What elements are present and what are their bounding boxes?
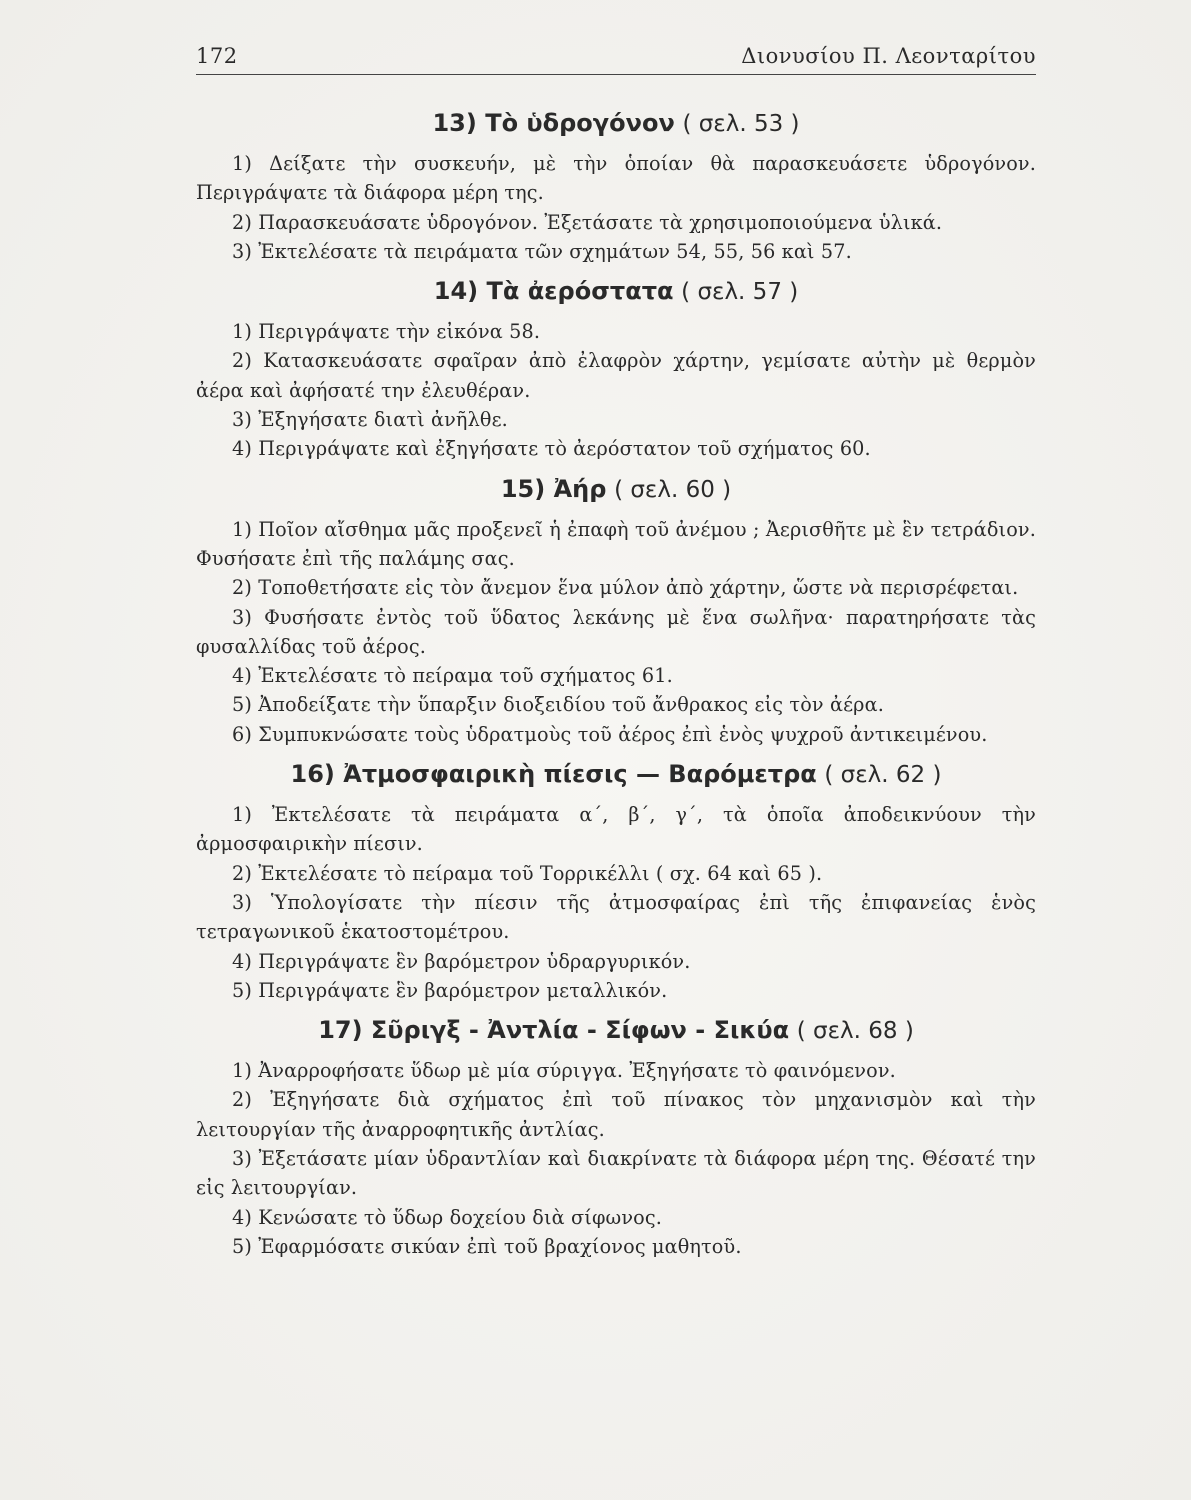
- page-header: [196, 44, 1036, 75]
- section-title: 14) Τὰ ἀερόστατα: [433, 277, 674, 306]
- exercise-item: 5) Περιγράψατε ἓν βαρόμετρον μεταλλικόν.: [232, 978, 668, 1002]
- exercise-item: 1) Ἀναρροφήσατε ὕδωρ μὲ μία σύριγγα. Ἐξηγήσατε τὸ φαινόμενον.: [232, 1059, 896, 1083]
- section-heading: [196, 759, 1036, 790]
- section-page-ref: ( σελ. 60 ): [614, 476, 732, 503]
- page-number: 172: [196, 44, 238, 68]
- section-air: [196, 474, 1036, 749]
- section-page-ref: ( σελ. 68 ): [796, 1018, 914, 1045]
- exercise-item: 5) Ἀποδείξατε τὴν ὕπαρξιν διοξειδίου τοῦ ἄνθρακος εἰς τὸν ἀέρα.: [232, 693, 884, 717]
- section-title: 17) Σῦριγξ - Ἀντλία - Σίφων - Σικύα: [318, 1016, 790, 1045]
- section-heading: [196, 276, 1036, 307]
- section-title: 13) Τὸ ὑδρογόνον: [432, 109, 675, 137]
- section-balloons: [196, 276, 1036, 463]
- section-heading: [196, 1015, 1036, 1046]
- section-hydrogen: [196, 108, 1036, 266]
- exercise-item: 2) Κατασκευάσατε σφαῖραν ἀπὸ ἐλαφρὸν χάρτην, γεμίσατε αὐτὴν μὲ θερμὸν ἀέρα καὶ ἀφήσατέ την ἐλευθέραν.: [196, 349, 1036, 402]
- exercise-item: 2) Ἐξηγήσατε διὰ σχήματος ἐπὶ τοῦ πίνακος τὸν μηχανισμὸν καὶ τὴν λειτουργίαν τῆς ἀναρροφητικῆς ἀντλίας.: [196, 1088, 1036, 1141]
- section-title: 15) Ἀήρ: [500, 474, 607, 503]
- page-content: [196, 108, 1036, 1261]
- exercise-item: 3) Ἐξηγήσατε διατὶ ἀνῆλθε.: [232, 408, 508, 432]
- exercise-item: 2) Παρασκευάσατε ὑδρογόνον. Ἐξετάσατε τὰ χρησιμοποιούμενα ὑλικά.: [232, 210, 943, 234]
- exercise-item: 3) Ἐκτελέσατε τὰ πειράματα τῶν σχημάτων 54, 55, 56 καὶ 57.: [232, 239, 852, 263]
- section-syringe-pump-siphon: [196, 1015, 1036, 1261]
- exercise-item: 1) Περιγράψατε τὴν εἰκόνα 58.: [232, 320, 541, 344]
- section-atmospheric-pressure: [196, 759, 1036, 1005]
- exercise-item: 4) Περιγράψατε ἓν βαρόμετρον ὑδραργυρικόν.: [232, 949, 691, 973]
- exercise-item: 6) Συμπυκνώσατε τοὺς ὑδρατμοὺς τοῦ ἀέρος ἐπὶ ἑνὸς ψυχροῦ ἀντικειμένου.: [232, 722, 988, 746]
- exercise-item: 3) Ἐξετάσατε μίαν ὑδραντλίαν καὶ διακρίνατε τὰ διάφορα μέρη της. Θέσατέ την εἰς λειτουργίαν.: [196, 1147, 1036, 1200]
- exercise-item: 1) Ἐκτελέσατε τὰ πειράματα α΄, β΄, γ΄, τὰ ὁποῖα ἀποδεικνύουν τὴν ἀρμοσφαιρικὴν πίεσιν.: [196, 803, 1036, 856]
- section-heading: [196, 474, 1036, 505]
- exercise-item: 4) Περιγράψατε καὶ ἐξηγήσατε τὸ ἀερόστατον τοῦ σχήματος 60.: [232, 437, 871, 461]
- section-page-ref: ( σελ. 62 ): [824, 762, 942, 789]
- exercise-item: 4) Ἐκτελέσατε τὸ πείραμα τοῦ σχήματος 61.: [232, 664, 673, 688]
- exercise-item: 1) Δείξατε τὴν συσκευήν, μὲ τὴν ὁποίαν θὰ παρασκευάσετε ὑδρογόνον. Περιγράψατε τὰ διάφορα μέρη της.: [196, 152, 1036, 205]
- section-page-ref: ( σελ. 57 ): [681, 279, 799, 306]
- section-heading: [196, 108, 1036, 139]
- exercise-item: 1) Ποῖον αἴσθημα μᾶς προξενεῖ ἡ ἐπαφὴ τοῦ ἀνέμου ; Ἀερισθῆτε μὲ ἓν τετράδιον. Φυσήσατε ἐπὶ τῆς παλάμης σας.: [196, 517, 1036, 570]
- section-title: 16) Ἀτμοσφαιρικὴ πίεσις — Βαρόμετρα: [290, 760, 817, 789]
- exercise-item: 3) Φυσήσατε ἐντὸς τοῦ ὕδατος λεκάνης μὲ ἕνα σωλῆνα· παρατηρήσατε τὰς φυσαλλίδας τοῦ ἀέρος.: [196, 605, 1036, 658]
- exercise-item: 2) Τοποθετήσατε εἰς τὸν ἄνεμον ἕνα μύλον ἀπὸ χάρτην, ὥστε νὰ περισρέφεται.: [232, 576, 1019, 600]
- exercise-item: 5) Ἐφαρμόσατε σικύαν ἐπὶ τοῦ βραχίονος μαθητοῦ.: [232, 1234, 742, 1258]
- section-page-ref: ( σελ. 53 ): [682, 111, 800, 137]
- exercise-item: 4) Κενώσατε τὸ ὕδωρ δοχείου διὰ σίφωνος.: [232, 1205, 662, 1229]
- exercise-item: 3) Ὑπολογίσατε τὴν πίεσιν τῆς ἀτμοσφαίρας ἐπὶ τῆς ἐπιφανείας ἑνὸς τετραγωνικοῦ ἑκατοστομέτρου.: [196, 890, 1036, 944]
- exercise-item: 2) Ἐκτελέσατε τὸ πείραμα τοῦ Τορρικέλλι ( σχ. 64 καὶ 65 ).: [232, 861, 823, 885]
- running-head: Διονυσίου Π. Λεονταρίτου: [741, 44, 1036, 68]
